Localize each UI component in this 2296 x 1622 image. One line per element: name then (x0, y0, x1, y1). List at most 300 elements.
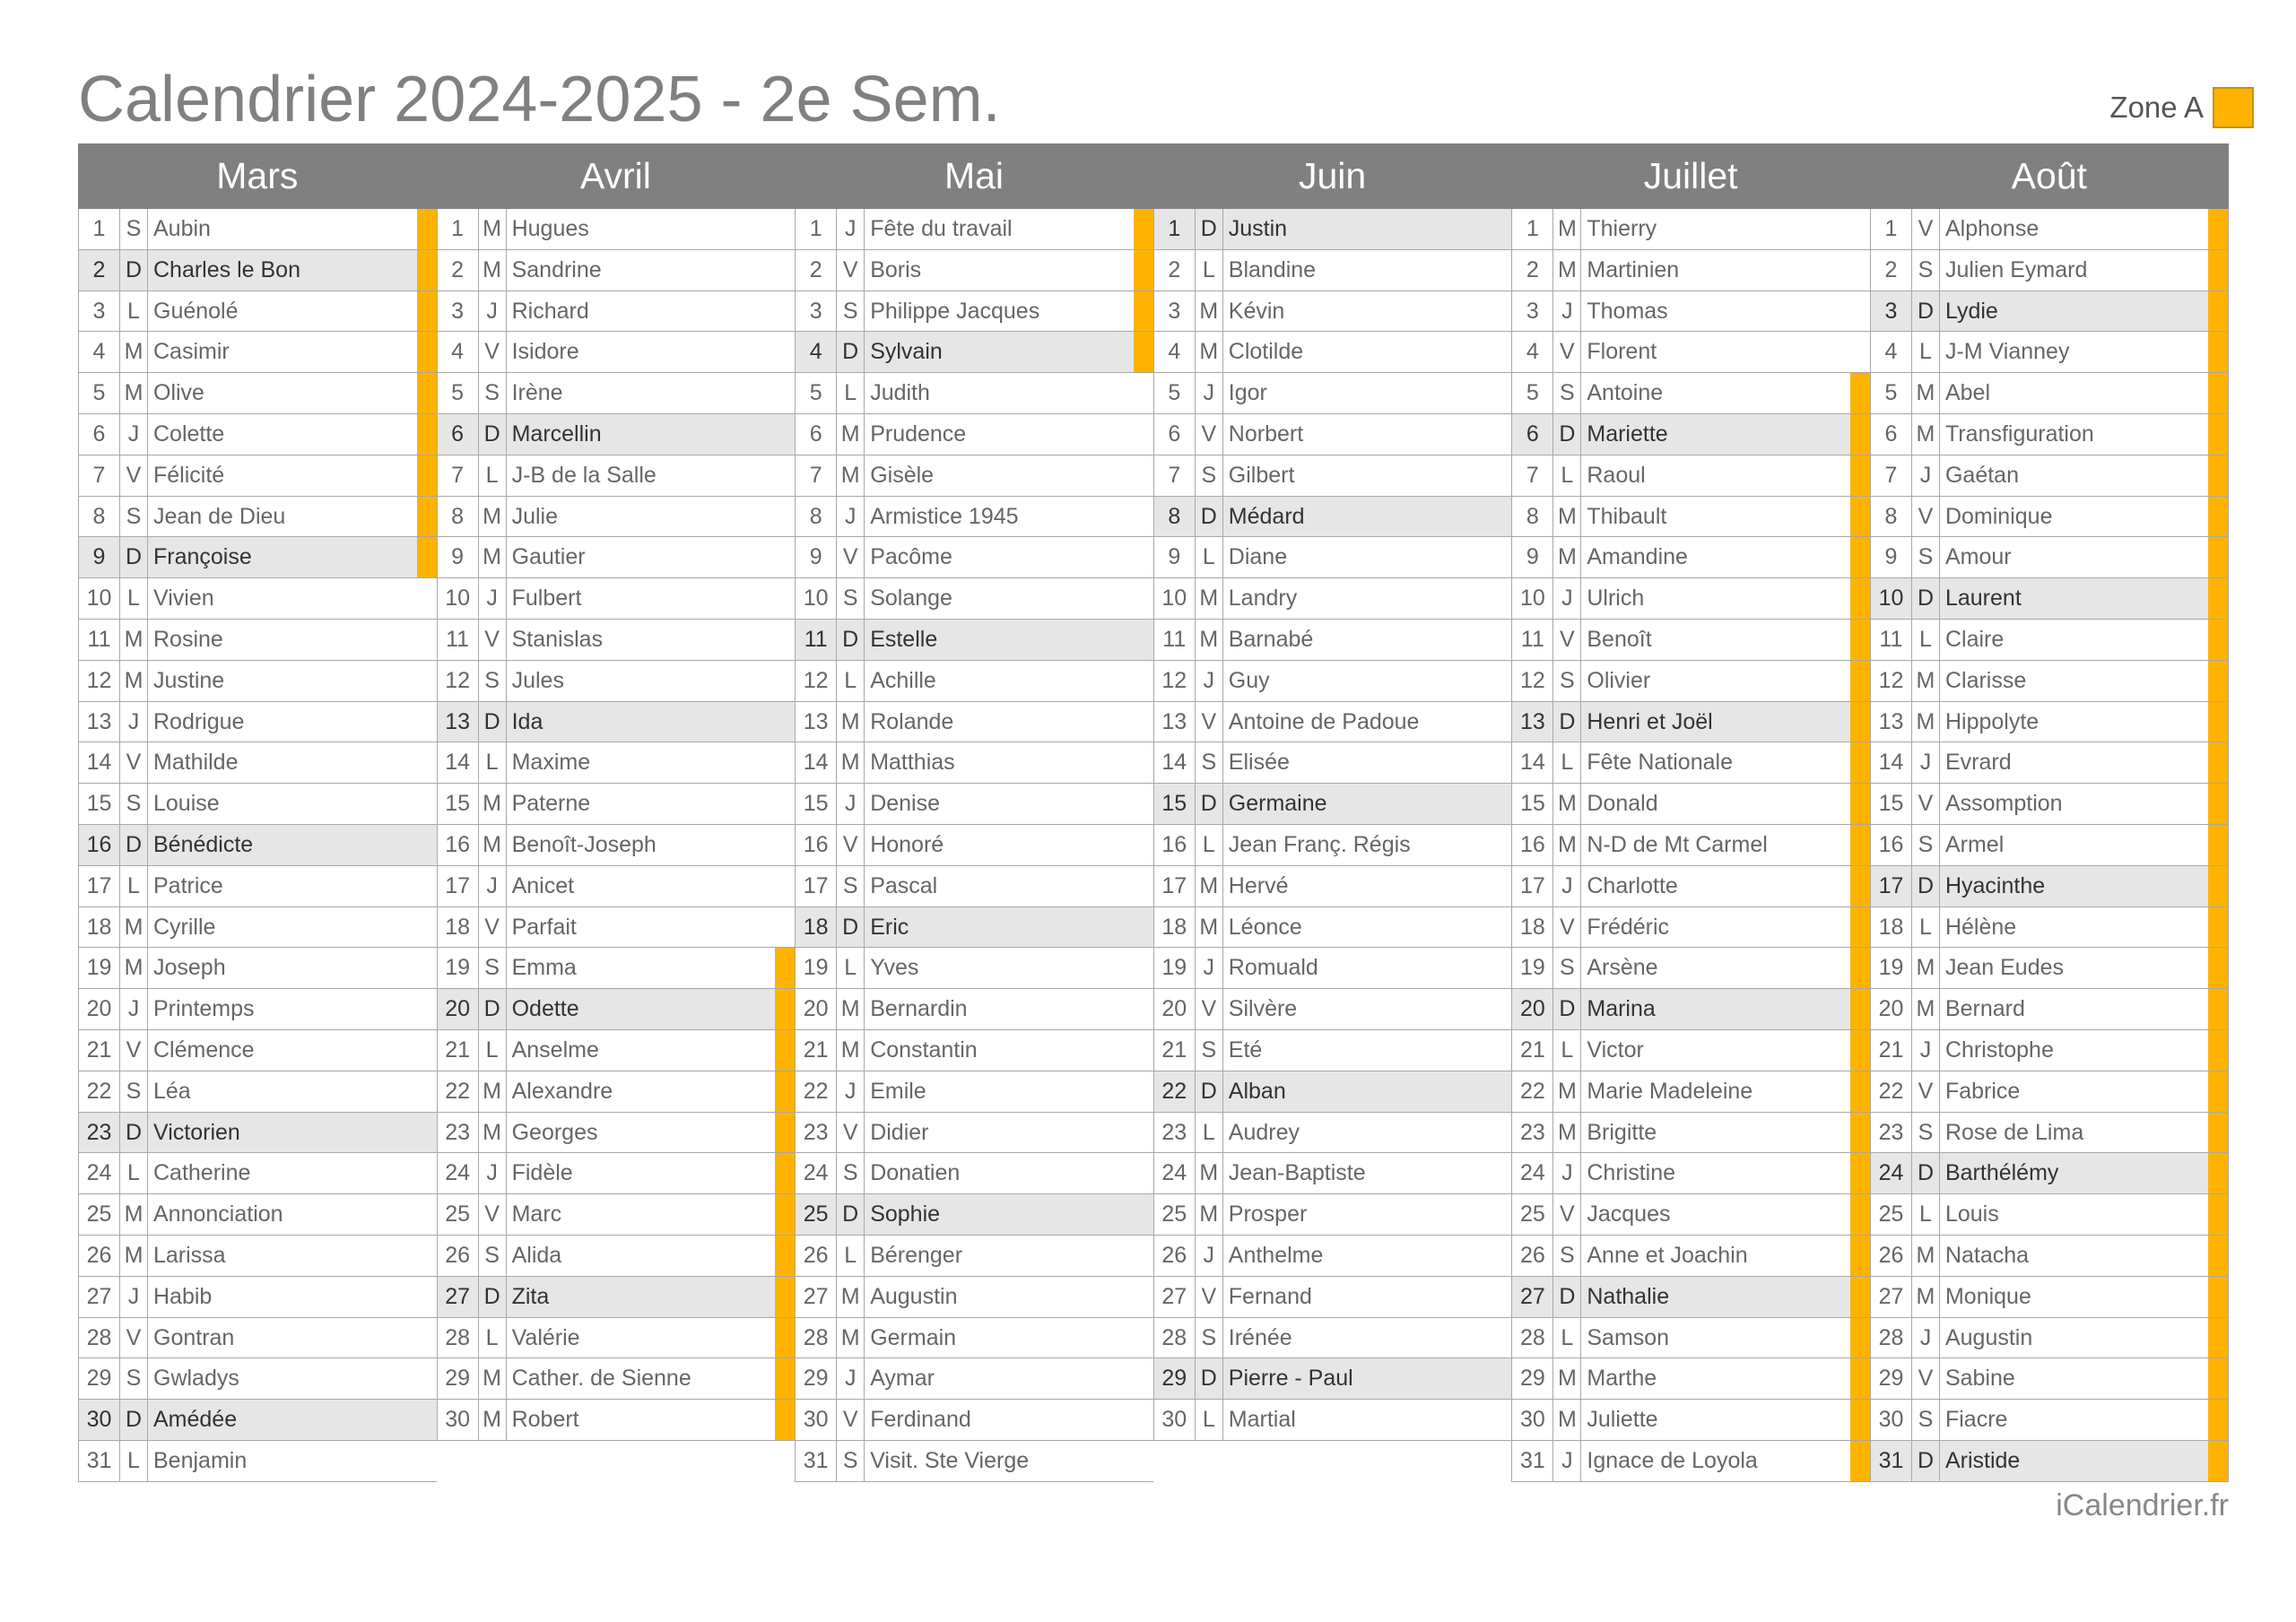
day-row (1870, 1318, 2229, 1359)
day-row (1511, 291, 1870, 333)
school-holiday-marker (1134, 373, 1153, 413)
day-number: 15 (438, 784, 479, 824)
weekday-letter: M (837, 742, 865, 783)
school-holiday-marker (1492, 1071, 1511, 1112)
school-holiday-marker (2208, 702, 2228, 742)
saint-name: Lydie (1944, 298, 1998, 324)
saint-name: Jean Franç. Régis (1228, 831, 1411, 857)
saint-name: Ignace de Loyola (1587, 1447, 1758, 1473)
weekday-letter: V (120, 455, 148, 496)
day-number: 1 (1154, 209, 1196, 249)
school-holiday-marker (1850, 578, 1870, 619)
weekday-letter: J (837, 1358, 865, 1399)
saint-name: Solange (870, 585, 952, 612)
school-holiday-marker (1492, 1236, 1511, 1276)
school-holiday-marker (1850, 1153, 1870, 1193)
school-holiday-marker (417, 332, 437, 372)
month-column (1511, 143, 1870, 1482)
weekday-letter: L (1196, 1113, 1223, 1153)
school-holiday-marker (417, 784, 437, 824)
saint-name: Marc (511, 1201, 562, 1227)
day-row (795, 537, 1153, 578)
weekday-letter: M (1553, 1400, 1581, 1440)
weekday-letter: V (479, 332, 507, 372)
saint-name: Bénédicte (153, 831, 254, 857)
school-holiday-marker (1850, 1194, 1870, 1235)
school-holiday-marker (417, 1194, 437, 1235)
day-row (1153, 209, 1512, 250)
day-number: 21 (79, 1030, 120, 1071)
day-row (1511, 1441, 1870, 1482)
day-number: 26 (79, 1236, 120, 1276)
weekday-letter: S (1196, 1318, 1223, 1358)
weekday-letter: L (479, 1030, 507, 1071)
day-number: 6 (438, 414, 479, 455)
school-holiday-marker (2208, 1030, 2228, 1071)
school-holiday-marker (2208, 620, 2228, 660)
saint-name: Hélène (1944, 914, 2017, 940)
saint-name: Benoît-Joseph (511, 831, 657, 857)
saint-name: Donatien (870, 1160, 961, 1186)
school-holiday-marker (775, 1153, 795, 1193)
school-holiday-marker (1134, 1400, 1153, 1440)
day-number: 5 (1871, 373, 1912, 413)
day-number: 7 (796, 455, 837, 496)
weekday-letter: L (1553, 1318, 1581, 1358)
weekday-letter: M (837, 1030, 865, 1071)
weekday-letter: D (479, 1277, 507, 1317)
school-holiday-marker (1850, 291, 1870, 332)
day-number: 8 (1154, 497, 1196, 537)
day-number: 12 (1871, 661, 1912, 701)
school-holiday-marker (775, 455, 795, 496)
day-number: 3 (1871, 291, 1912, 332)
day-number: 27 (438, 1277, 479, 1317)
school-holiday-marker (417, 373, 437, 413)
weekday-letter: D (120, 250, 148, 291)
school-holiday-marker (775, 1277, 795, 1317)
school-holiday-marker (417, 291, 437, 332)
day-number: 5 (79, 373, 120, 413)
weekday-letter: J (479, 1153, 507, 1193)
day-row (1511, 537, 1870, 578)
weekday-letter: D (1553, 702, 1581, 742)
school-holiday-marker (2208, 825, 2228, 865)
saint-name: Jules (511, 667, 564, 693)
saint-name: Martial (1228, 1407, 1296, 1433)
saint-name: Germaine (1228, 791, 1327, 817)
day-number: 17 (79, 866, 120, 906)
day-row (1153, 866, 1512, 907)
weekday-letter: D (1196, 1071, 1223, 1112)
weekday-letter: M (479, 250, 507, 291)
saint-name: Guy (1228, 667, 1270, 693)
school-holiday-marker (775, 784, 795, 824)
day-row (1153, 989, 1512, 1030)
day-row (437, 250, 796, 291)
weekday-letter: L (479, 455, 507, 496)
day-row (437, 1113, 796, 1154)
day-row (795, 332, 1153, 373)
day-row (1511, 414, 1870, 455)
day-row (1870, 1358, 2229, 1400)
school-holiday-marker (417, 414, 437, 455)
saint-name: Stanislas (511, 626, 604, 652)
day-number: 12 (1154, 661, 1196, 701)
school-holiday-marker (1850, 414, 1870, 455)
weekday-letter: M (1196, 1194, 1223, 1235)
day-number: 4 (796, 332, 837, 372)
school-holiday-marker (2208, 866, 2228, 906)
weekday-letter: M (479, 209, 507, 249)
saint-name: Guénolé (153, 298, 239, 324)
saint-name: Bernardin (870, 996, 968, 1022)
weekday-letter: V (1912, 784, 1940, 824)
day-number: 22 (796, 1071, 837, 1112)
day-number: 25 (796, 1194, 837, 1235)
day-number: 3 (438, 291, 479, 332)
saint-name: Gaétan (1944, 462, 2019, 488)
school-holiday-marker (2208, 1236, 2228, 1276)
day-row (795, 866, 1153, 907)
day-row (437, 332, 796, 373)
saint-name: Abel (1944, 380, 1991, 406)
saint-name: Parfait (511, 914, 577, 940)
day-row (1511, 1030, 1870, 1071)
day-number: 10 (1512, 578, 1553, 619)
day-row (1511, 578, 1870, 620)
school-holiday-marker (2208, 373, 2228, 413)
weekday-letter: J (1196, 948, 1223, 988)
saint-name: Vivien (153, 585, 214, 612)
school-holiday-marker (775, 702, 795, 742)
weekday-letter: S (837, 1441, 865, 1481)
school-holiday-marker (1134, 866, 1153, 906)
school-holiday-marker (417, 209, 437, 249)
day-number: 14 (1512, 742, 1553, 783)
saint-name: Ferdinand (870, 1407, 971, 1433)
weekday-letter: M (837, 455, 865, 496)
weekday-letter: S (120, 1358, 148, 1399)
saint-name: Nathalie (1587, 1283, 1670, 1309)
school-holiday-marker (2208, 455, 2228, 496)
weekday-letter: M (120, 620, 148, 660)
saint-name: Christine (1587, 1160, 1676, 1186)
saint-name: Brigitte (1587, 1119, 1657, 1145)
school-holiday-marker (775, 1113, 795, 1153)
school-holiday-marker (2208, 1113, 2228, 1153)
day-row (1511, 1236, 1870, 1277)
weekday-letter: M (1912, 1277, 1940, 1317)
weekday-letter: V (837, 537, 865, 577)
saint-name: Elisée (1228, 750, 1290, 776)
school-holiday-marker (1134, 742, 1153, 783)
day-row (1153, 784, 1512, 825)
saint-name: Marcellin (511, 421, 602, 447)
school-holiday-marker (1850, 497, 1870, 537)
saint-name: Habib (153, 1283, 213, 1309)
day-number: 29 (438, 1358, 479, 1399)
day-row (437, 1194, 796, 1236)
weekday-letter: M (837, 1277, 865, 1317)
saint-name: Natacha (1944, 1242, 2030, 1268)
day-number: 31 (1512, 1441, 1553, 1481)
school-holiday-marker (2208, 291, 2228, 332)
day-number: 24 (796, 1153, 837, 1193)
saint-name: Honoré (870, 831, 944, 857)
weekday-letter: S (837, 578, 865, 619)
weekday-letter: D (1912, 578, 1940, 619)
day-row (78, 497, 437, 538)
month-header: Mars (78, 143, 437, 209)
saint-name: Victor (1587, 1037, 1644, 1063)
day-number: 4 (438, 332, 479, 372)
weekday-letter: D (120, 1113, 148, 1153)
school-holiday-marker (1492, 1113, 1511, 1153)
weekday-letter: S (120, 497, 148, 537)
weekday-letter: L (479, 742, 507, 783)
saint-name: Sylvain (870, 339, 943, 365)
weekday-letter: D (837, 332, 865, 372)
day-row (1870, 702, 2229, 743)
zone-legend (2109, 87, 2254, 128)
day-row (1511, 455, 1870, 497)
day-number: 3 (1154, 291, 1196, 332)
saint-name: Evrard (1944, 750, 2012, 776)
school-holiday-marker (1850, 702, 1870, 742)
saint-name: Pacôme (870, 544, 952, 570)
school-holiday-marker (417, 1318, 437, 1358)
day-row (1870, 1153, 2229, 1194)
saint-name: Gisèle (870, 462, 935, 488)
day-row (1511, 1194, 1870, 1236)
day-row (795, 1358, 1153, 1400)
day-number: 1 (79, 209, 120, 249)
school-holiday-marker (2208, 1153, 2228, 1193)
saint-name: Barnabé (1228, 626, 1314, 652)
saint-name: Mathilde (153, 750, 239, 776)
day-number: 28 (796, 1318, 837, 1358)
day-row (1511, 1318, 1870, 1359)
day-number: 2 (796, 250, 837, 291)
weekday-letter: J (837, 209, 865, 249)
school-holiday-marker (1134, 455, 1153, 496)
day-number: 10 (1871, 578, 1912, 619)
school-holiday-marker (1492, 742, 1511, 783)
school-holiday-marker (1850, 784, 1870, 824)
weekday-letter: J (1912, 1318, 1940, 1358)
saint-name: Irène (511, 380, 563, 406)
saint-name: Prudence (870, 421, 967, 447)
saint-name: Jacques (1587, 1201, 1671, 1227)
day-list (1153, 209, 1512, 1441)
day-row (795, 907, 1153, 949)
saint-name: Yves (870, 955, 919, 981)
day-row (437, 209, 796, 250)
weekday-letter: M (479, 1358, 507, 1399)
saint-name: Arsène (1587, 955, 1658, 981)
day-row (78, 578, 437, 620)
weekday-letter: V (120, 742, 148, 783)
day-number: 4 (1154, 332, 1196, 372)
zone-color-swatch (2213, 87, 2254, 128)
day-number: 1 (438, 209, 479, 249)
day-number: 6 (796, 414, 837, 455)
saint-name: Emile (870, 1078, 926, 1104)
day-number: 30 (1154, 1400, 1196, 1440)
day-row (1153, 1236, 1512, 1277)
saint-name: Cather. de Sienne (511, 1366, 691, 1392)
day-number: 22 (79, 1071, 120, 1112)
weekday-letter: S (120, 209, 148, 249)
month-column (437, 143, 796, 1482)
school-holiday-marker (775, 578, 795, 619)
weekday-letter: L (1553, 1030, 1581, 1071)
day-number: 15 (1512, 784, 1553, 824)
saint-name: Alexandre (511, 1078, 613, 1104)
day-row (1511, 989, 1870, 1030)
school-holiday-marker (1850, 907, 1870, 948)
saint-name: Louis (1944, 1201, 1999, 1227)
day-number: 13 (79, 702, 120, 742)
school-holiday-marker (417, 907, 437, 948)
day-list (78, 209, 437, 1482)
day-number: 17 (1871, 866, 1912, 906)
day-number: 18 (1871, 907, 1912, 948)
weekday-letter: M (1196, 620, 1223, 660)
day-row (1870, 948, 2229, 989)
day-number: 25 (1871, 1194, 1912, 1235)
weekday-letter: M (1553, 1113, 1581, 1153)
saint-name: Fête Nationale (1587, 750, 1733, 776)
day-number: 18 (1512, 907, 1553, 948)
saint-name: Larissa (153, 1242, 226, 1268)
weekday-letter: M (1196, 866, 1223, 906)
day-row (1870, 250, 2229, 291)
day-row (795, 1236, 1153, 1277)
school-holiday-marker (1134, 1236, 1153, 1276)
saint-name: Gontran (153, 1324, 235, 1350)
school-holiday-marker (2208, 1318, 2228, 1358)
weekday-letter: V (120, 1030, 148, 1071)
school-holiday-marker (1850, 1030, 1870, 1071)
day-number: 17 (438, 866, 479, 906)
day-row (1870, 1236, 2229, 1277)
saint-name: Odette (511, 996, 579, 1022)
day-row (78, 1400, 437, 1441)
day-number: 12 (438, 661, 479, 701)
saint-name: Augustin (870, 1283, 958, 1309)
school-holiday-marker (1850, 866, 1870, 906)
saint-name: Visit. Ste Vierge (870, 1447, 1030, 1473)
day-number: 27 (1512, 1277, 1553, 1317)
day-row (78, 1358, 437, 1400)
school-holiday-marker (2208, 948, 2228, 988)
saint-name: Anthelme (1228, 1242, 1324, 1268)
school-holiday-marker (1850, 1236, 1870, 1276)
day-row (437, 989, 796, 1030)
weekday-letter: D (837, 1194, 865, 1235)
weekday-letter: S (837, 291, 865, 332)
saint-name: Clémence (153, 1037, 255, 1063)
weekday-letter: L (1553, 742, 1581, 783)
saint-name: Isidore (511, 339, 579, 365)
school-holiday-marker (1134, 1030, 1153, 1071)
weekday-letter: L (120, 291, 148, 332)
day-row (1153, 1318, 1512, 1359)
day-row (1511, 907, 1870, 949)
weekday-letter: M (1196, 1153, 1223, 1193)
school-holiday-marker (1850, 455, 1870, 496)
school-holiday-marker (1492, 537, 1511, 577)
day-row (1153, 661, 1512, 702)
weekday-letter: M (120, 948, 148, 988)
weekday-letter: L (479, 1318, 507, 1358)
day-row (1511, 1277, 1870, 1318)
saint-name: Igor (1228, 380, 1267, 406)
day-row (795, 1071, 1153, 1113)
day-row (437, 825, 796, 866)
weekday-letter: M (1553, 250, 1581, 291)
day-number: 14 (438, 742, 479, 783)
day-number: 8 (796, 497, 837, 537)
day-row (437, 1236, 796, 1277)
day-number: 13 (796, 702, 837, 742)
day-row (1153, 332, 1512, 373)
weekday-letter: M (479, 825, 507, 865)
school-holiday-marker (417, 1441, 437, 1481)
weekday-letter: V (837, 825, 865, 865)
weekday-letter: M (120, 332, 148, 372)
weekday-letter: L (837, 948, 865, 988)
weekday-letter: S (1912, 1400, 1940, 1440)
day-row (437, 742, 796, 784)
saint-name: Kévin (1228, 298, 1285, 324)
day-list (795, 209, 1153, 1482)
weekday-letter: S (479, 1236, 507, 1276)
day-list (1511, 209, 1870, 1482)
day-list (437, 209, 796, 1441)
weekday-letter: S (837, 866, 865, 906)
day-row (78, 1030, 437, 1071)
day-row (437, 661, 796, 702)
saint-name: Claire (1944, 626, 2005, 652)
day-row (1511, 620, 1870, 661)
school-holiday-marker (1492, 250, 1511, 291)
month-header: Juillet (1511, 143, 1870, 209)
saint-name: Robert (511, 1407, 579, 1433)
day-row (1511, 948, 1870, 989)
day-number: 19 (79, 948, 120, 988)
school-holiday-marker (1492, 620, 1511, 660)
day-row (1511, 209, 1870, 250)
saint-name: Laurent (1944, 585, 2022, 612)
day-number: 5 (1154, 373, 1196, 413)
day-number: 13 (1871, 702, 1912, 742)
school-holiday-marker (1492, 455, 1511, 496)
school-holiday-marker (1134, 1441, 1153, 1481)
saint-name: Eté (1228, 1037, 1263, 1063)
school-holiday-marker (1134, 578, 1153, 619)
day-number: 27 (79, 1277, 120, 1317)
weekday-letter: M (1912, 948, 1940, 988)
day-number: 26 (1871, 1236, 1912, 1276)
saint-name: Amédée (153, 1407, 238, 1433)
day-number: 7 (1512, 455, 1553, 496)
day-row (1153, 414, 1512, 455)
day-number: 23 (796, 1113, 837, 1153)
saint-name: Aubin (153, 216, 211, 241)
